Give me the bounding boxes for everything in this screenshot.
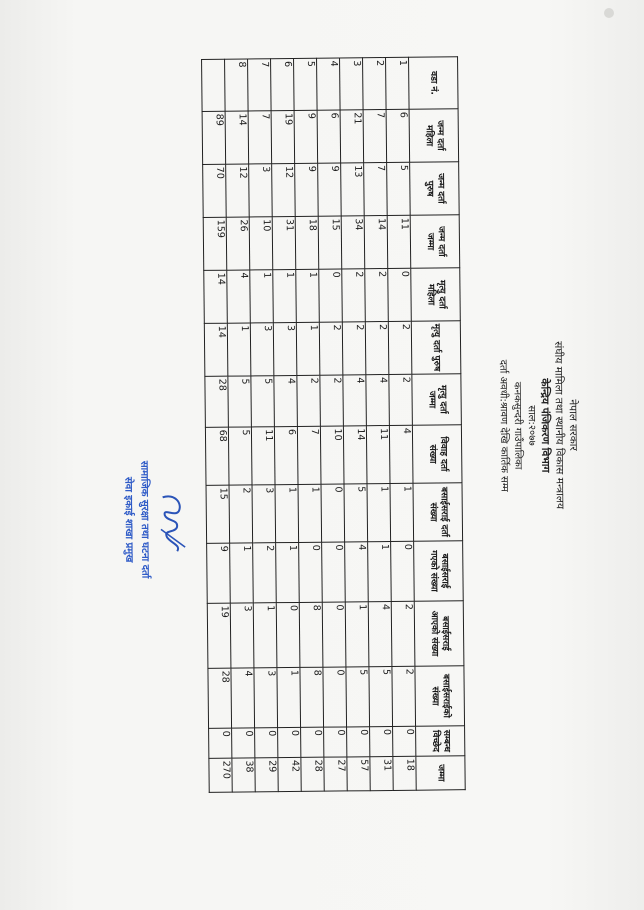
table-cell: 0 bbox=[322, 542, 346, 602]
table-cell: 1 bbox=[368, 541, 392, 601]
table-cell: 29 bbox=[255, 758, 278, 792]
table-cell: 9 bbox=[294, 110, 318, 163]
table-cell: 68 bbox=[205, 427, 229, 485]
table-cell: 1 bbox=[386, 57, 410, 109]
column-header: बसाईसराई दर्ता संख्या bbox=[413, 483, 463, 542]
table-cell: 4 bbox=[227, 270, 251, 323]
header-line-2: संघीय मामिला तथा स्थानीय विकास मन्त्रालय bbox=[552, 341, 566, 510]
registration-table bbox=[201, 56, 466, 793]
signature-block bbox=[112, 389, 185, 650]
table-cell: 1 bbox=[367, 483, 391, 541]
table-cell: 14 bbox=[225, 111, 249, 164]
table-cell: 7 bbox=[248, 111, 272, 164]
table-cell: 1 bbox=[296, 322, 320, 375]
table-cell: 34 bbox=[341, 216, 365, 269]
table-cell: 3 bbox=[249, 164, 273, 217]
table-cell: 28 bbox=[208, 668, 232, 728]
table-cell: 15 bbox=[318, 216, 342, 269]
table-cell: 2 bbox=[320, 375, 344, 426]
table-header-row bbox=[409, 57, 466, 790]
table-cell: 57 bbox=[347, 757, 370, 791]
table-cell: 8 bbox=[300, 667, 324, 727]
column-header: मृत्यु दर्ता महिला bbox=[411, 268, 461, 322]
table-cell: 2 bbox=[229, 485, 253, 543]
table-cell: 0 bbox=[323, 667, 347, 727]
signature-line-2: सेवा इकाई शाखा प्रमुख bbox=[122, 476, 135, 563]
column-header: वडा नं. bbox=[409, 57, 459, 110]
table-cell: 38 bbox=[232, 758, 255, 792]
table-cell: 14 bbox=[204, 270, 228, 323]
table-cell: 0 bbox=[255, 728, 278, 758]
table-cell: 19 bbox=[271, 110, 295, 163]
table-cell: 11 bbox=[387, 215, 411, 268]
table-cell: 2 bbox=[365, 321, 389, 374]
table-cell: 10 bbox=[320, 426, 344, 484]
table-cell: 4 bbox=[368, 601, 392, 666]
table-cell: 18 bbox=[393, 756, 416, 790]
table-cell: 5 bbox=[228, 376, 252, 427]
table-cell: 2 bbox=[342, 269, 366, 322]
table-cell: 2 bbox=[319, 322, 343, 375]
rotated-report bbox=[122, 55, 586, 800]
table-cell: 2 bbox=[297, 375, 321, 426]
table-cell: 4 bbox=[231, 668, 255, 728]
table-cell: 4 bbox=[317, 58, 341, 110]
table-cell: 4 bbox=[366, 374, 390, 425]
table-cell: 270 bbox=[209, 758, 232, 792]
table-cell: 7 bbox=[248, 59, 272, 111]
column-header: जन्म दर्ता जम्मा bbox=[410, 215, 460, 269]
table-cell: 0 bbox=[319, 269, 343, 322]
column-header: मृत्यु दर्ता पुरुष bbox=[411, 321, 461, 375]
table-cell: 3 bbox=[273, 322, 297, 375]
table-cell: 13 bbox=[341, 163, 365, 216]
table-cell: 0 bbox=[393, 726, 416, 756]
table-cell: 0 bbox=[232, 728, 255, 758]
column-header: मृत्यु दर्ता जम्मा bbox=[412, 374, 462, 426]
table-cell: 0 bbox=[321, 484, 345, 542]
table-cell: 2 bbox=[363, 58, 387, 110]
table-cell: 1 bbox=[296, 269, 320, 322]
table-cell: 159 bbox=[203, 217, 227, 270]
table-cell: 5 bbox=[294, 58, 318, 110]
table-cell: 19 bbox=[207, 603, 231, 668]
table-cell: 4 bbox=[345, 542, 369, 602]
table-cell: 1 bbox=[298, 484, 322, 542]
table-cell: 6 bbox=[386, 109, 410, 162]
table-cell: 6 bbox=[274, 426, 298, 484]
table-cell: 0 bbox=[299, 542, 323, 602]
table-cell: 2 bbox=[392, 666, 416, 726]
table-cell: 11 bbox=[366, 425, 390, 483]
table-cell: 1 bbox=[390, 483, 414, 541]
table-cell: 0 bbox=[322, 602, 346, 667]
table-cell: 5 bbox=[387, 162, 411, 215]
table-cell: 1 bbox=[275, 484, 299, 542]
table-cell: 8 bbox=[299, 602, 323, 667]
table-cell: 3 bbox=[254, 668, 278, 728]
table-cell: 9 bbox=[318, 163, 342, 216]
table-cell: 3 bbox=[252, 485, 276, 543]
table-cell: 2 bbox=[253, 543, 277, 603]
column-header: बसाईसराई आएको संख्या bbox=[414, 601, 464, 667]
table-cell: 2 bbox=[391, 601, 415, 666]
table-cell: 7 bbox=[364, 163, 388, 216]
table-cell: 27 bbox=[324, 757, 347, 791]
table-cell: 2 bbox=[389, 374, 413, 425]
column-header: विवाह दर्ता संख्या bbox=[412, 425, 462, 484]
table-cell: 0 bbox=[388, 268, 412, 321]
table-cell: 8 bbox=[225, 59, 249, 111]
table-cell: 14 bbox=[204, 323, 228, 376]
table-cell: 1 bbox=[276, 542, 300, 602]
column-header: जन्म दर्ता पुरुष bbox=[410, 162, 460, 216]
table-cell: 1 bbox=[277, 667, 301, 727]
header-line-4: साल:२०७७ bbox=[525, 405, 538, 446]
table-cell: 11 bbox=[251, 427, 275, 485]
table-cell: 0 bbox=[301, 727, 324, 757]
table-cell: 1 bbox=[345, 602, 369, 667]
table-cell: 14 bbox=[343, 426, 367, 484]
header-line-6: दर्ता अवधी:श्रावण देखि कार्तिक सम्म bbox=[497, 359, 510, 492]
table-cell: 9 bbox=[207, 543, 231, 603]
table-cell: 7 bbox=[363, 110, 387, 163]
signature-line-1: सामाजिक सुरक्षा तथा घटना दर्ता bbox=[138, 460, 151, 579]
table-cell: 12 bbox=[226, 164, 250, 217]
table-cell: 42 bbox=[278, 757, 301, 791]
table-cell: 5 bbox=[228, 427, 252, 485]
table-cell: 5 bbox=[344, 484, 368, 542]
column-header: जन्म दर्ता महिला bbox=[409, 109, 459, 163]
table-cell: 12 bbox=[272, 163, 296, 216]
table-cell: 21 bbox=[340, 110, 364, 163]
table-cell: 2 bbox=[365, 269, 389, 322]
column-header: जम्मा bbox=[416, 756, 465, 791]
header-line-1: नेपाल सरकार bbox=[566, 399, 580, 451]
table-cell: 70 bbox=[203, 164, 227, 217]
table-cell: 5 bbox=[251, 376, 275, 427]
table-cell: 10 bbox=[249, 217, 273, 270]
header-line-5: कनकसुन्दरी गाउँपालिका bbox=[511, 381, 524, 470]
table-cell: 4 bbox=[343, 375, 367, 426]
table-cell: 0 bbox=[370, 726, 393, 756]
column-header: सम्बन्ध विच्छेद bbox=[416, 726, 465, 757]
table-cell: 0 bbox=[324, 727, 347, 757]
column-header: बसाईसराईको संख्या bbox=[415, 666, 465, 727]
table-cell: 0 bbox=[347, 727, 370, 757]
table-cell: 0 bbox=[209, 728, 232, 758]
table-cell: 3 bbox=[340, 58, 364, 110]
table-cell: 1 bbox=[250, 270, 274, 323]
table-cell: 26 bbox=[226, 217, 250, 270]
table-cell: 0 bbox=[391, 541, 415, 601]
table-cell: 2 bbox=[342, 322, 366, 375]
table-cell: 3 bbox=[230, 603, 254, 668]
table-cell: 9 bbox=[295, 163, 319, 216]
table-cell: 1 bbox=[273, 269, 297, 322]
table-cell: 31 bbox=[272, 216, 296, 269]
table-cell: 14 bbox=[364, 216, 388, 269]
table-cell: 18 bbox=[295, 216, 319, 269]
header-line-3: केन्द्रिय पंजिकरण विभाग bbox=[538, 378, 552, 473]
table-cell: 31 bbox=[370, 756, 393, 790]
table-cell: 0 bbox=[278, 727, 301, 757]
table-cell: 5 bbox=[369, 666, 393, 726]
table-cell: 4 bbox=[389, 425, 413, 483]
report-header bbox=[458, 55, 586, 796]
table-cell: 7 bbox=[297, 426, 321, 484]
punch-hole bbox=[604, 8, 614, 18]
table-cell: 89 bbox=[202, 111, 226, 164]
table-cell: 1 bbox=[227, 323, 251, 376]
table-cell: 5 bbox=[346, 667, 370, 727]
table-cell: 6 bbox=[317, 110, 341, 163]
table-cell: 2 bbox=[388, 321, 412, 374]
table-cell: 28 bbox=[301, 757, 324, 791]
table-cell: 15 bbox=[206, 485, 230, 543]
column-header: बसाईसराई गएको संख्या bbox=[414, 541, 464, 602]
table-cell bbox=[202, 59, 226, 111]
table-cell: 0 bbox=[276, 602, 300, 667]
table-cell: 6 bbox=[271, 58, 295, 110]
table-cell: 1 bbox=[230, 543, 254, 603]
table-cell: 28 bbox=[205, 376, 229, 427]
signature-scribble-icon bbox=[155, 489, 190, 559]
table-cell: 1 bbox=[253, 603, 277, 668]
table-cell: 4 bbox=[274, 375, 298, 426]
table-cell: 3 bbox=[250, 323, 274, 376]
